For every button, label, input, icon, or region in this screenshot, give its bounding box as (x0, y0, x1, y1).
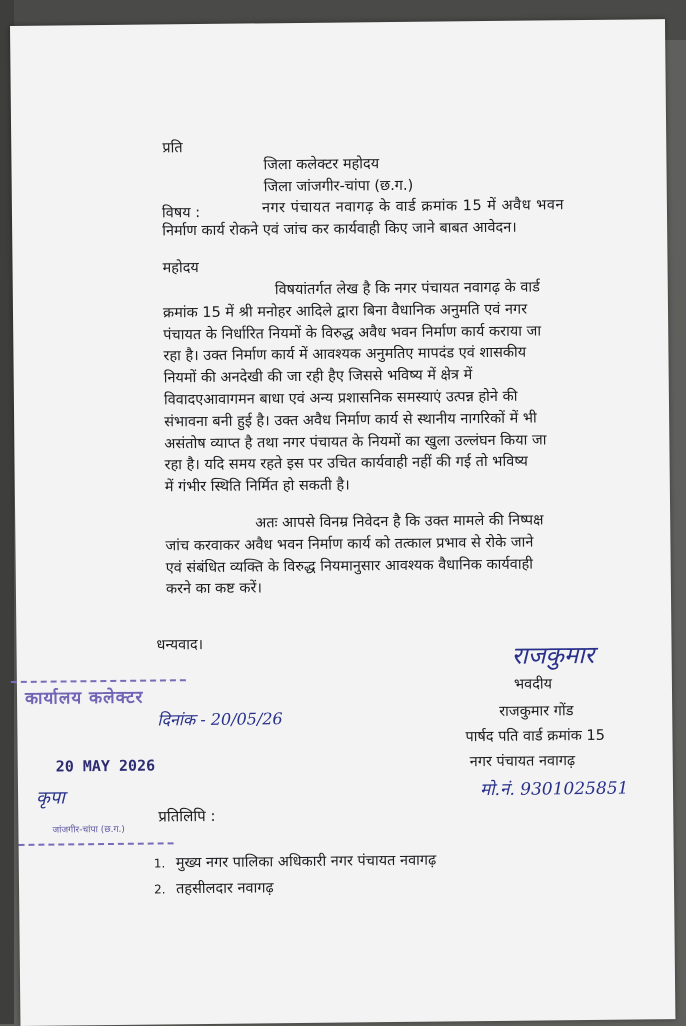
body-line: पंचायत के निर्धारित नियमों के विरुद्ध अवैध भवन निर्माण कार्य कराया जा (163, 323, 542, 344)
mobile-number: मो.नं. 9301025851 (479, 778, 629, 801)
thanks: धन्यवाद। (156, 637, 204, 654)
body-line: जांच करवाकर अवैध भवन निर्माण कार्य को तत्काल प्रभाव से रोके जाने (165, 534, 534, 555)
cc-item (154, 852, 437, 873)
sender-title: पार्षद पति वार्ड क्रमांक 15 (465, 727, 606, 746)
cc-text: तहसीलदार नवागढ़ (176, 880, 274, 898)
subject-line-2: निर्माण कार्य रोकने एवं जांच कर कार्यवाही किए जाने बाबत आवेदन। (162, 219, 517, 240)
body-line: में गंभीर स्थिति निर्मित हो सकती है। (164, 477, 350, 496)
body-paragraph-2 (165, 510, 544, 601)
cc-number: 1. (153, 856, 166, 871)
cc-number: 2. (153, 882, 166, 897)
sender-org: नगर पंचायत नवागढ़ (469, 753, 576, 771)
body-paragraph-1 (163, 277, 547, 499)
subject-label: विषय : (161, 205, 201, 222)
body-line: क्रमांक 15 में श्री मनोहर आदिले द्वारा बिना वैधानिक अनुमति एवं नगर (162, 301, 528, 322)
body-line: असंतोष व्याप्त है तथा नगर पंचायत के नियमों का खुला उल्लंघन किया जा (164, 431, 547, 452)
to-label: प्रति (162, 140, 183, 157)
body-line: रहा है। यदि समय रहते इस पर उचित कार्यवाही नहीं की गई तो भविष्य (164, 453, 528, 474)
stamp-office: कार्यालय कलेक्टर (24, 687, 144, 709)
salutation: महोदय (162, 260, 199, 277)
stamp-place: जांजगीर-चांपा (छ.ग.) (52, 824, 125, 836)
sender-name: राजकुमार गोंड (499, 703, 574, 720)
body-line: एवं संबंधित व्यक्ति के विरुद्ध नियमानुसार आवश्यक वैधानिक कार्यवाही (165, 556, 534, 576)
body-line: विषयांतर्गत लेख है कि नगर पंचायत नवागढ़ के वार्ड (274, 279, 540, 299)
body-line: संभावना बनी हुई है। उक्त अवैध निर्माण कार्य से स्थानीय नागरिकों में भी (164, 410, 537, 431)
addressee-district: जिला जांजगीर-चांपा (छ.ग.) (263, 177, 414, 196)
body-line: विवादएआवागमन बाधा एवं अन्य प्रशासनिक समस्याएं उत्पन्न होने की (163, 388, 518, 409)
date-note: दिनांक - 20/05/26 (157, 709, 283, 730)
stamp-date: 20 MAY 2026 (55, 756, 156, 776)
initials: कृपा (35, 787, 65, 809)
body-line: रहा है। उक्त निर्माण कार्य में आवश्यक अनुमतिए मापदंड एवं शासकीय (163, 345, 527, 365)
cc-text: मुख्य नगर पालिका अधिकारी नगर पंचायत नवागढ़ (175, 852, 437, 872)
body-line: करने का कष्ट करें। (165, 580, 262, 598)
letter-page (10, 19, 675, 1026)
addressee: जिला कलेक्टर महोदय (263, 156, 380, 174)
body-line: अतः आपसे विनम्र निवेदन है कि उक्त मामले की निष्पक्ष (255, 512, 544, 532)
body-line: नियमों की अनदेखी की जा रही हैए जिससे भविष्य में क्षेत्र में (163, 367, 473, 387)
subject-line-1: नगर पंचायत नवागढ़ के वार्ड क्रमांक 15 में अवैध भवन (261, 197, 565, 217)
cc-item (154, 879, 274, 898)
signature: राजकुमार (511, 640, 595, 670)
cc-label: प्रतिलिपि : (158, 806, 216, 826)
closing: भवदीय (513, 676, 553, 693)
